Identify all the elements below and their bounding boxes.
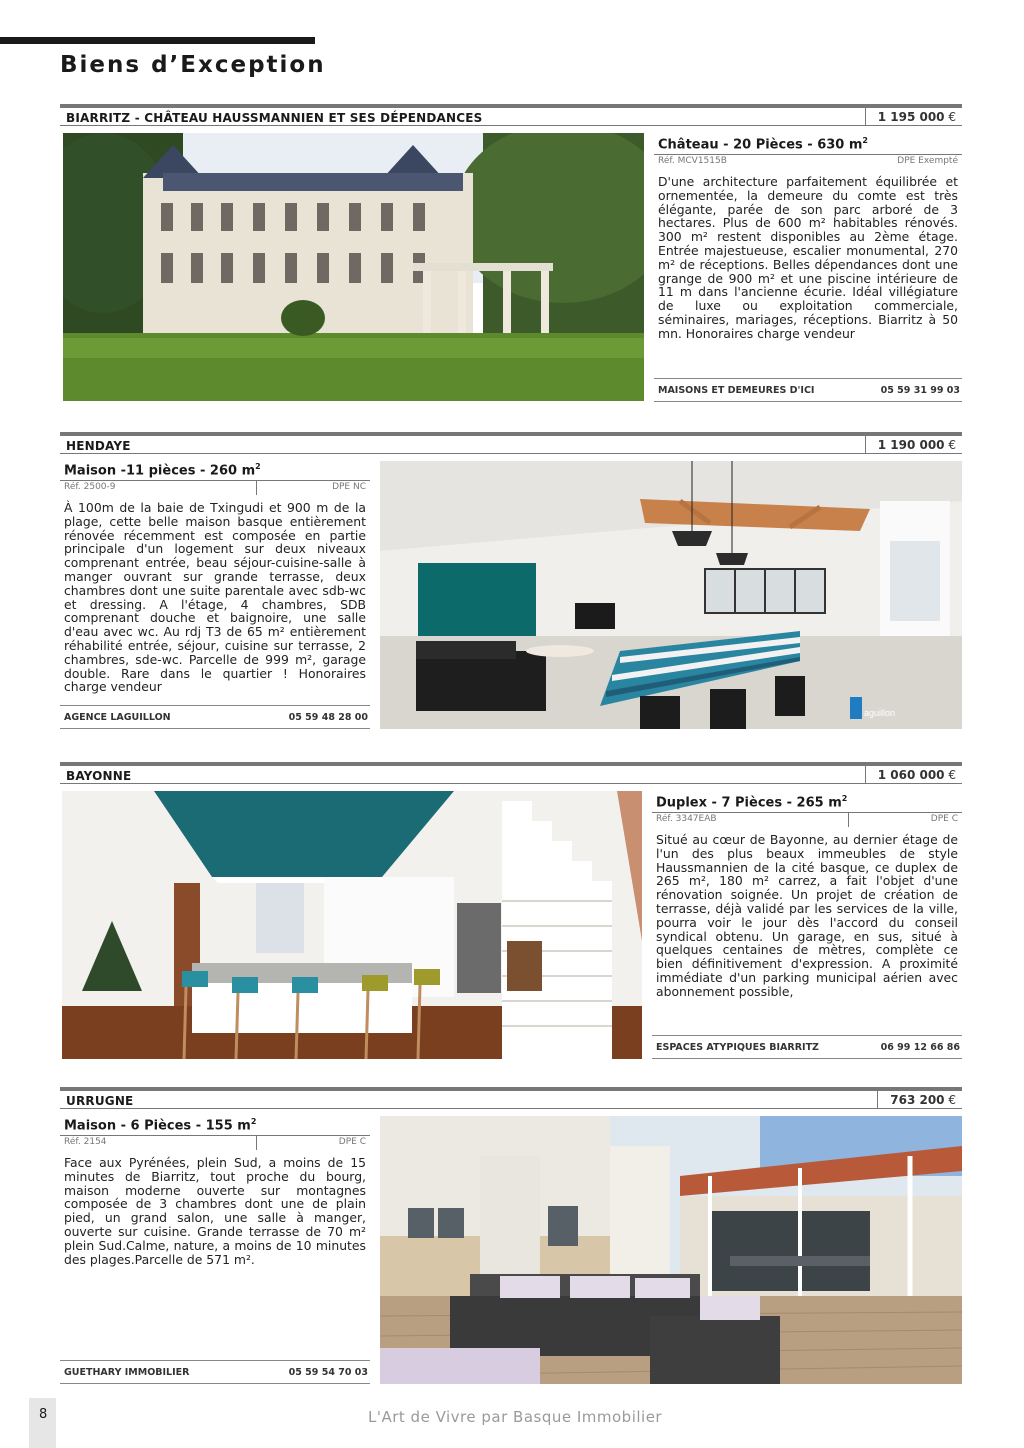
- listing-photo-interior: [380, 461, 962, 729]
- listing-description: Situé au cœur de Bayonne, au dernier étage de l'un des plus beaux immeubles de style Haussmannien de la cité basque, ce duplex de 265 m², 180 m² carrez, a fait l'objet d'une rénovation soignée. Un projet de création de terrasse, déjà validé par les services de la ville, pourra voir le jour dès l'accord du conseil syndical obtenu. Un garage, en sus, situé à quelques centaines de mètres, complète ce bien définitivement d'expression. A proximité immédiate d'un parking municipal aérien avec abonnement possible,: [656, 832, 958, 999]
- price-amount: 1 190 000: [877, 438, 945, 452]
- listing-ref: Réf. 2500-9: [64, 482, 116, 492]
- listing-dpe: DPE Exempté: [897, 156, 958, 166]
- price-amount: 1 060 000: [877, 768, 945, 782]
- kind-text: Maison -11 pièces - 260 m: [64, 463, 256, 479]
- listing-agency: [654, 378, 962, 402]
- page-number-tab: [29, 1398, 56, 1448]
- price-currency: €: [948, 110, 956, 124]
- listing-header: [60, 432, 962, 454]
- photo-watermark: aguillon: [864, 708, 896, 718]
- listing-ref-row: [60, 1135, 370, 1150]
- listing-info: [652, 792, 962, 999]
- kind-sup: 2: [862, 136, 868, 145]
- listing-city: URRUGNE: [66, 1094, 134, 1108]
- listing-city: BAYONNE: [66, 769, 132, 783]
- listing-ref: Réf. MCV1515B: [658, 156, 727, 166]
- top-accent-bar: [0, 37, 315, 44]
- listing-header: [60, 1087, 962, 1109]
- kind-sup: 2: [841, 794, 848, 803]
- listing-header: [60, 104, 962, 126]
- kind-text: Maison - 6 Pièces - 155 m: [64, 1118, 251, 1134]
- page-number: 8: [39, 1407, 48, 1422]
- listing-ref-row: [652, 812, 962, 827]
- agency-phone: 05 59 48 28 00: [288, 712, 368, 723]
- listing-agency: [60, 1360, 370, 1384]
- listing-urrugne: [60, 1087, 962, 1385]
- listing-dpe: DPE C: [338, 1137, 366, 1147]
- listing-dpe: DPE C: [930, 814, 958, 824]
- listing-ref: Réf. 2154: [64, 1137, 107, 1147]
- listing-city: HENDAYE: [66, 439, 131, 453]
- listing-info: [60, 1115, 370, 1266]
- listing-price: [865, 766, 962, 784]
- listing-kind: [60, 1115, 370, 1135]
- listing-price: [865, 436, 962, 454]
- listing-city: BIARRITZ - CHÂTEAU HAUSSMANNIEN ET SES DÉPENDANCES: [66, 111, 483, 125]
- price-currency: €: [948, 438, 956, 452]
- listing-ref-row: [60, 480, 370, 495]
- listing-ref-row: [654, 154, 962, 169]
- listing-kind: [654, 134, 962, 154]
- agency-name: GUETHARY IMMOBILIER: [64, 1367, 190, 1378]
- listing-description: À 100m de la baie de Txingudi et 900 m de la plage, cette belle maison basque entièrement rénovée récemment est composée en partie principale d'un logement sur deux niveaux comprenant entrée, beau séjour-cuisine-salle à manger ouvrant sur grande terrasse, deux chambres dont une suite parentale avec sdb-wc et dressing. A l'étage, 4 chambres, SDB comprenant douche et baignoire, une salle d'eau avec wc. Au rdj T3 de 65 m² entièrement réhabilité entrée, séjour, cuisine sur terrasse, 2 chambres, sde-wc. Parcelle de 999 m², garage double. Rare dans le quartier ! Honoraires charge vendeur: [64, 500, 366, 695]
- listing-description: Face aux Pyrénées, plein Sud, a moins de 15 minutes de Biarritz, tout proche du bourg, maison moderne ouverte sur montagnes composée de 3 chambres dont une de plain pied, un grand salon, une salle à manger, ouverte sur cuisine. Grande terrasse de 70 m² plein Sud.Calme, nature, a moins de 10 minutes des plages.Parcelle de 571 m².: [64, 1155, 366, 1267]
- listing-biarritz: [60, 104, 962, 402]
- listing-price: [865, 108, 962, 126]
- listing-photo-chateau: [63, 133, 644, 401]
- listing-agency: [652, 1035, 962, 1059]
- listing-agency: [60, 705, 370, 729]
- agency-name: AGENCE LAGUILLON: [64, 712, 171, 723]
- kind-sup: 2: [250, 1117, 257, 1126]
- ref-separator: [256, 1136, 257, 1150]
- listing-kind: [652, 792, 962, 812]
- listing-kind: [60, 460, 370, 480]
- price-currency: €: [948, 1093, 956, 1107]
- page-title: Biens d’Exception: [60, 52, 326, 78]
- kind-sup: 2: [255, 462, 261, 471]
- price-currency: €: [948, 768, 956, 782]
- listing-photo-terrace: [380, 1116, 962, 1384]
- listing-bayonne: [60, 762, 962, 1060]
- price-amount: 1 195 000: [877, 110, 945, 124]
- price-amount: 763 200: [890, 1093, 945, 1107]
- agency-name: MAISONS ET DEMEURES D'ICI: [658, 385, 815, 396]
- listing-dpe: DPE NC: [332, 482, 366, 492]
- kind-text: Château - 20 Pièces - 630 m: [658, 137, 863, 153]
- footer-tagline: L'Art de Vivre par Basque Immobilier: [368, 1408, 663, 1426]
- agency-phone: 05 59 31 99 03: [880, 385, 960, 396]
- listing-info: [60, 460, 370, 694]
- listing-price: [877, 1091, 962, 1109]
- listing-photo-kitchen: [62, 791, 642, 1059]
- agency-phone: 05 59 54 70 03: [288, 1367, 368, 1378]
- listing-ref: Réf. 3347EAB: [656, 814, 717, 824]
- listing-info: [654, 134, 962, 341]
- ref-separator: [256, 481, 257, 495]
- agency-name: ESPACES ATYPIQUES BIARRITZ: [656, 1042, 819, 1053]
- listing-description: D'une architecture parfaitement équilibrée et ornementée, la demeure du comte est très élégante, parée de son parc arboré de 3 hectares. Plus de 600 m² habitables rénovés. 300 m² restent disponibles au 2ème étage. Entrée majestueuse, escalier monumental, 270 m² de réceptions. Belles dépendances dont une grange de 900 m² et une piscine intérieure de 11 m dans l'ancienne écurie. Idéal villégiature de luxe ou exploitation commerciale, séminaires, mariages, réceptions. Biarritz à 50 mn. Honoraires charge vendeur: [658, 174, 958, 341]
- ref-separator: [848, 813, 849, 827]
- listing-hendaye: [60, 432, 962, 730]
- agency-phone: 06 99 12 66 86: [880, 1042, 960, 1053]
- kind-text: Duplex - 7 Pièces - 265 m: [656, 795, 842, 811]
- listing-header: [60, 762, 962, 784]
